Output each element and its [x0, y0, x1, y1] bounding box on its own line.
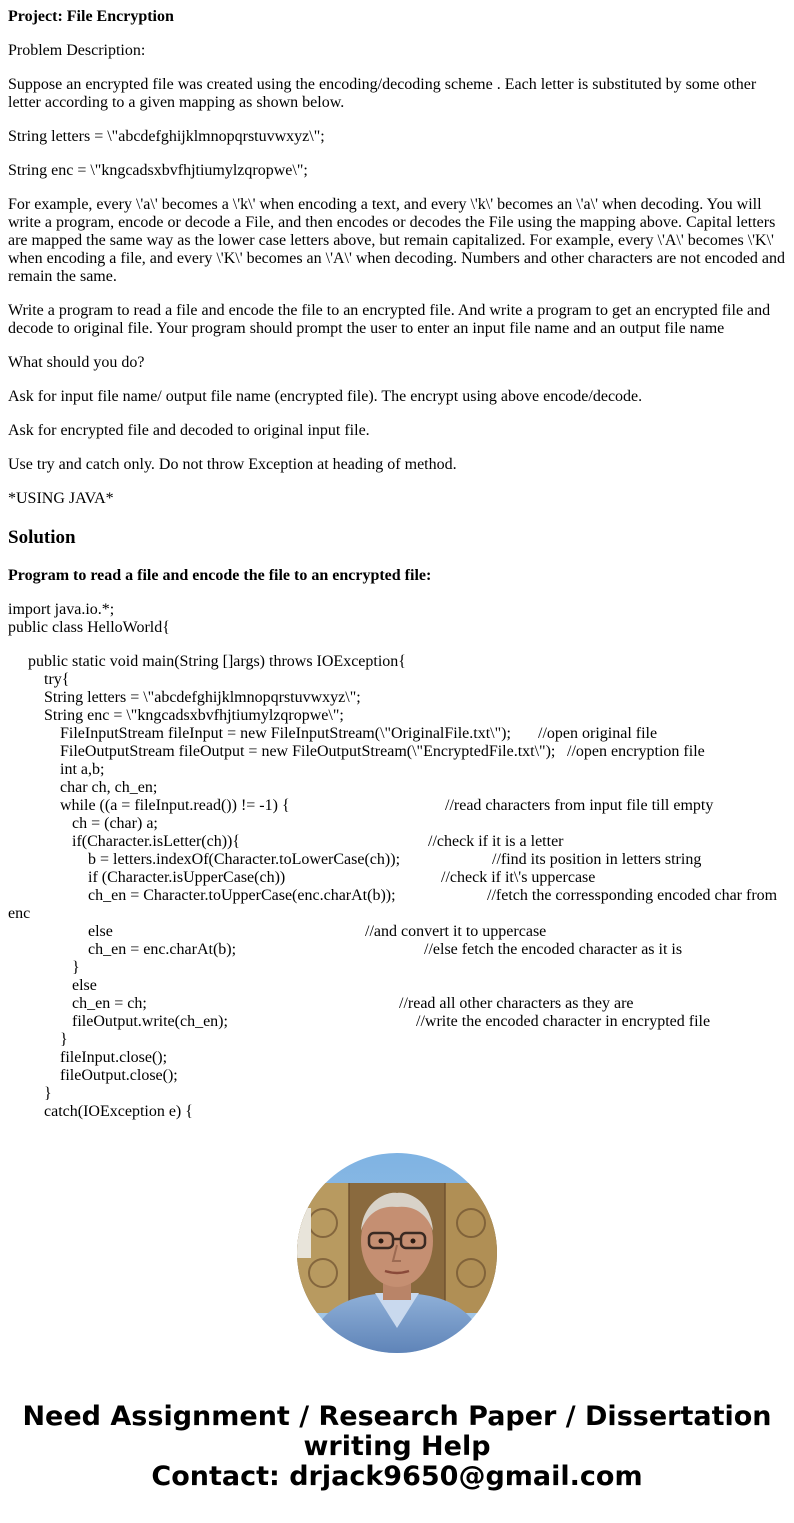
- code-line: }: [72, 959, 80, 976]
- code-line: FileInputStream fileInput = new FileInputStream(\"OriginalFile.txt\");: [60, 725, 511, 742]
- code-line: else: [72, 977, 97, 994]
- code-line: public static void main(String []args) throws IOException{: [28, 653, 406, 670]
- code-comment: //open original file: [538, 725, 658, 742]
- code-comment: //else fetch the encoded character as it is: [424, 941, 683, 958]
- code-comment: //read characters from input file till empty: [445, 797, 714, 814]
- letters-string: String letters = \"abcdefghijklmnopqrstuvwxyz\";: [8, 128, 325, 145]
- code-comment: //fetch the corressponding encoded char from: [487, 887, 778, 904]
- contact-email: Contact: drjack9650@gmail.com: [151, 1461, 643, 1492]
- banner-line-1: Need Assignment / Research Paper / Dissertation: [22, 1401, 772, 1432]
- code-line: FileOutputStream fileOutput = new FileOutputStream(\"EncryptedFile.txt\");: [60, 743, 556, 760]
- code-comment: //find its position in letters string: [492, 851, 702, 868]
- paragraph-example: For example, every \'a\' becomes a \'k\' when encoding a text, and every \'k\' becomes an \'a\' when decoding. You will write a program, encode or decode a File, and then encodes or decodes the File using the mapping above. Capital letters are mapped the same way as the lower case letters above, but remain capitalized. For example, every \'A\' becomes \'K\' when encoding a file, and every \'K\' becomes an \'A\' when decoding. Numbers and other characters are not encoded and remain the same.: [8, 196, 786, 285]
- code-line: fileOutput.close();: [60, 1067, 178, 1084]
- paragraph-step1: Ask for input file name/ output file name (encrypted file). The encrypt using above encode/decode.: [8, 388, 643, 405]
- avatar: [297, 1153, 497, 1353]
- code-line: String enc = \"kngcadsxbvfhjtiumylzqropwe\";: [44, 707, 344, 724]
- code-line: ch_en = enc.charAt(b);: [88, 941, 237, 958]
- code-line: ch = (char) a;: [72, 815, 158, 832]
- code-line: }: [60, 1031, 68, 1048]
- code-line: try{: [44, 671, 70, 688]
- code-line: import java.io.*;: [8, 601, 115, 618]
- code-line: if(Character.isLetter(ch)){: [72, 833, 241, 850]
- paragraph-step3: Use try and catch only. Do not throw Exception at heading of method.: [8, 456, 457, 473]
- problem-label: Problem Description:: [8, 42, 146, 59]
- code-line: while ((a = fileInput.read()) != -1) {: [60, 797, 290, 814]
- code-comment: //open encryption file: [567, 743, 705, 760]
- code-line: if (Character.isUpperCase(ch)): [88, 869, 286, 886]
- paragraph-task: Write a program to read a file and encode the file to an encrypted file. And write a program to get an encrypted file and decode to original file. Your program should prompt the user to enter an input file name and an output file name: [8, 302, 771, 337]
- code-line: char ch, ch_en;: [60, 779, 158, 796]
- code-line: catch(IOException e) {: [44, 1103, 193, 1120]
- code-line: fileOutput.write(ch_en);: [72, 1013, 228, 1030]
- code-line: String letters = \"abcdefghijklmnopqrstuvwxyz\";: [44, 689, 361, 706]
- paragraph-question: What should you do?: [8, 354, 145, 371]
- code-line: public class HelloWorld{: [8, 619, 170, 636]
- banner-line-2: writing Help: [303, 1431, 491, 1462]
- code-comment: //write the encoded character in encrypted file: [416, 1013, 711, 1030]
- code-comment-wrap: enc: [8, 905, 31, 922]
- enc-string: String enc = \"kngcadsxbvfhjtiumylzqropwe\";: [8, 162, 308, 179]
- paragraph-intro: Suppose an encrypted file was created using the encoding/decoding scheme . Each letter is substituted by some other letter according to a given mapping as shown below.: [8, 76, 757, 111]
- paragraph-step2: Ask for encrypted file and decoded to original input file.: [8, 422, 370, 439]
- code-line: ch_en = Character.toUpperCase(enc.charAt(b));: [88, 887, 396, 904]
- solution-subheading: Program to read a file and encode the file to an encrypted file:: [8, 567, 432, 584]
- code-comment: //read all other characters as they are: [399, 995, 634, 1012]
- code-line: ch_en = ch;: [72, 995, 147, 1012]
- code-comment: //check if it\'s uppercase: [441, 869, 596, 886]
- solution-heading: Solution: [8, 527, 76, 548]
- code-comment: //and convert it to uppercase: [365, 923, 547, 940]
- code-line: }: [44, 1085, 52, 1102]
- paragraph-language: *USING JAVA*: [8, 490, 114, 507]
- code-line: fileInput.close();: [60, 1049, 168, 1066]
- code-line: int a,b;: [60, 761, 105, 778]
- code-line: else: [88, 923, 113, 940]
- project-title: Project: File Encryption: [8, 8, 174, 25]
- portrait-photo: [297, 1153, 497, 1353]
- code-comment: //check if it is a letter: [428, 833, 564, 850]
- code-line: b = letters.indexOf(Character.toLowerCase(ch));: [88, 851, 401, 868]
- contact-banner: [0, 1402, 794, 1492]
